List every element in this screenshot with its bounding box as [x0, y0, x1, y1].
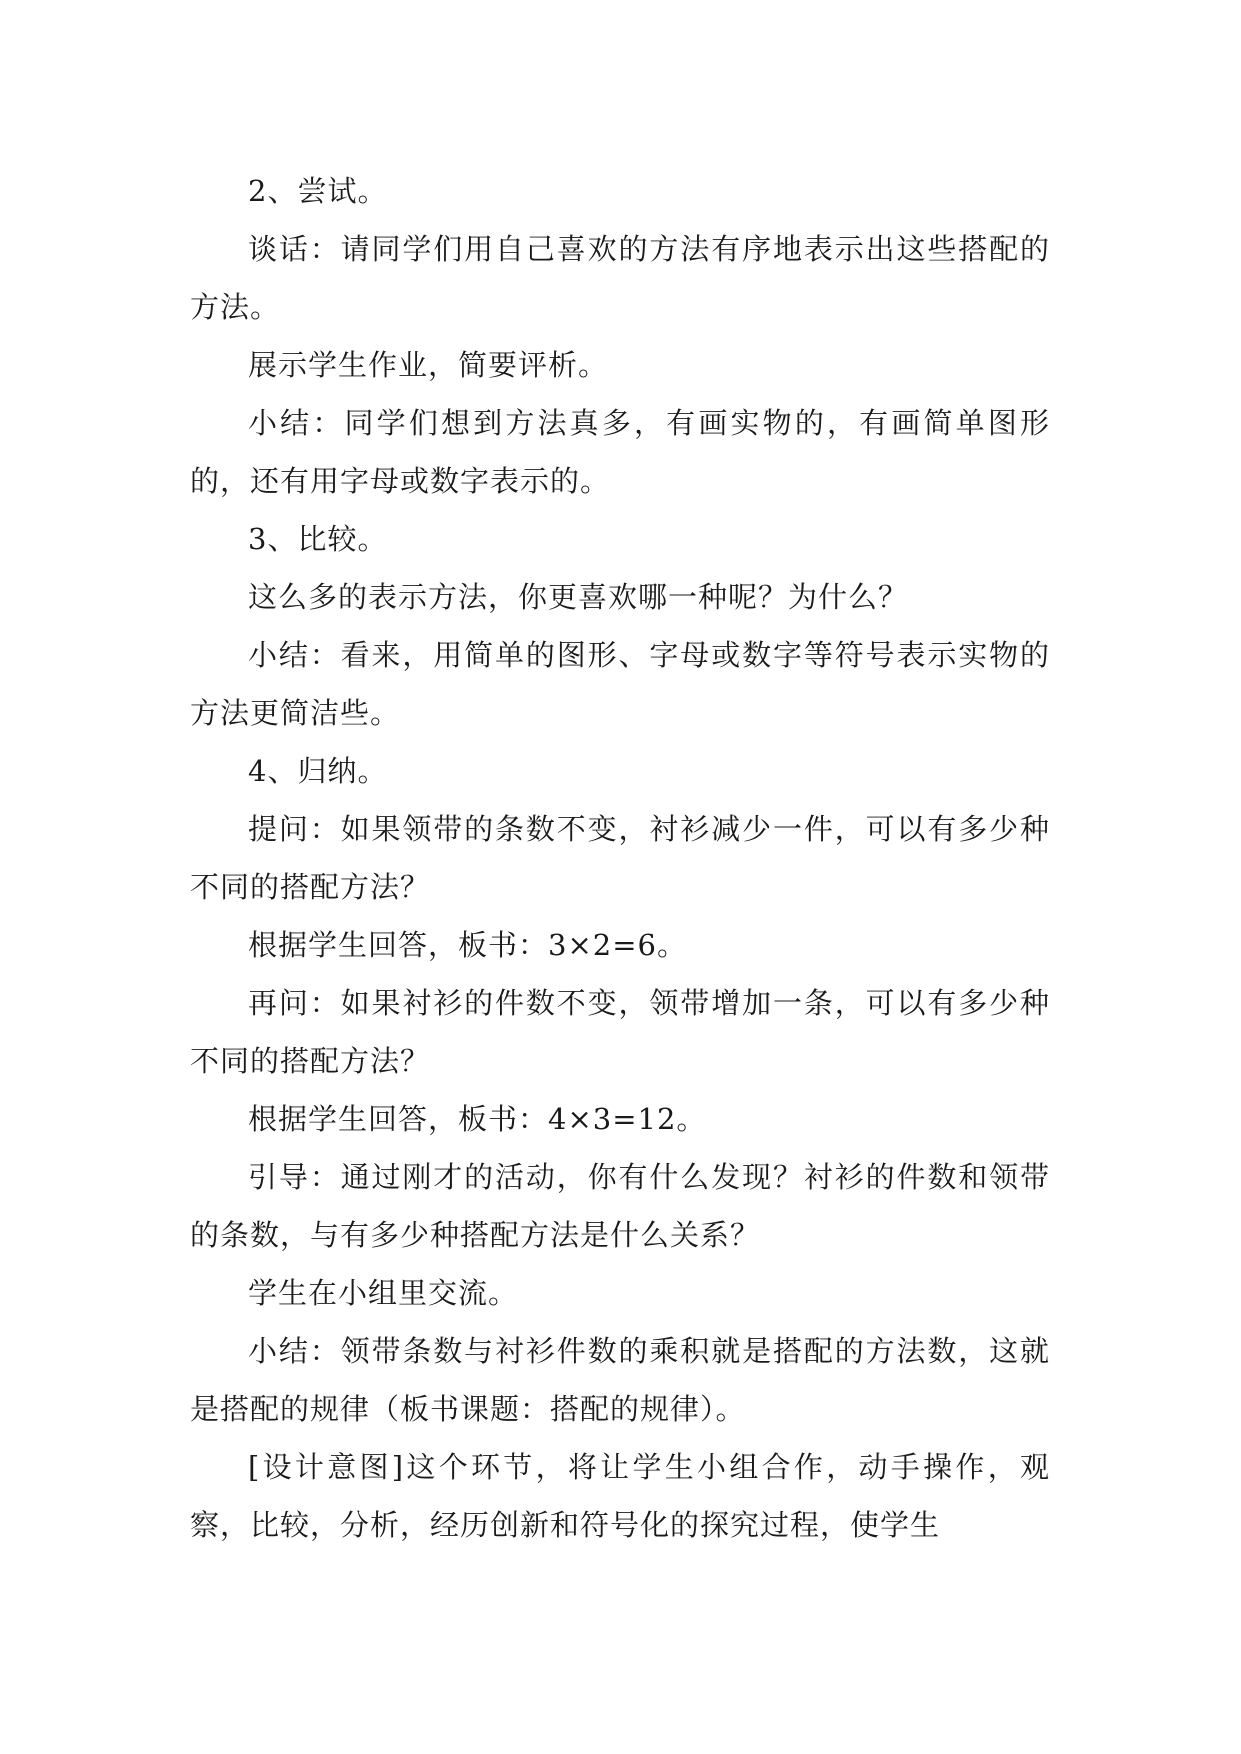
paragraph-guide: 引导：通过刚才的活动，你有什么发现？衬衫的件数和领带的条数，与有多少种搭配方法是什么关系？: [190, 1160, 1050, 1252]
document-body: [190, 162, 1050, 1554]
section-heading-try: 2、尝试。: [248, 174, 388, 208]
paragraph-board-4x3: 根据学生回答，板书：4×3=12。: [248, 1102, 707, 1136]
paragraph-group-discussion: 学生在小组里交流。: [248, 1276, 519, 1310]
paragraph-question-fewer-shirts: 提问：如果领带的条数不变，衬衫减少一件，可以有多少种不同的搭配方法？: [190, 812, 1050, 904]
paragraph-question-more-ties: 再问：如果衬衫的件数不变，领带增加一条，可以有多少种不同的搭配方法？: [190, 986, 1050, 1078]
paragraph-board-3x2: 根据学生回答，板书：3×2=6。: [248, 928, 687, 962]
section-heading-induce: 4、归纳。: [248, 754, 388, 788]
paragraph-show-work: 展示学生作业，简要评析。: [248, 348, 609, 382]
paragraph-summary-rule: 小结：领带条数与衬衫件数的乘积就是搭配的方法数，这就是搭配的规律（板书课题：搭配的规律）。: [190, 1334, 1050, 1426]
paragraph-talk: 谈话：请同学们用自己喜欢的方法有序地表示出这些搭配的方法。: [190, 232, 1050, 324]
paragraph-question-preference: 这么多的表示方法，你更喜欢哪一种呢？为什么？: [248, 580, 909, 614]
paragraph-summary-methods: 小结：同学们想到方法真多，有画实物的，有画简单图形的，还有用字母或数字表示的。: [190, 406, 1050, 498]
paragraph-summary-symbols: 小结：看来，用简单的图形、字母或数字等符号表示实物的方法更简洁些。: [190, 638, 1050, 730]
paragraph-design-intent: [设计意图]这个环节，将让学生小组合作，动手操作，观察，比较，分析，经历创新和符号化的探究过程，使学生: [190, 1450, 1050, 1542]
section-heading-compare: 3、比较。: [248, 522, 388, 556]
